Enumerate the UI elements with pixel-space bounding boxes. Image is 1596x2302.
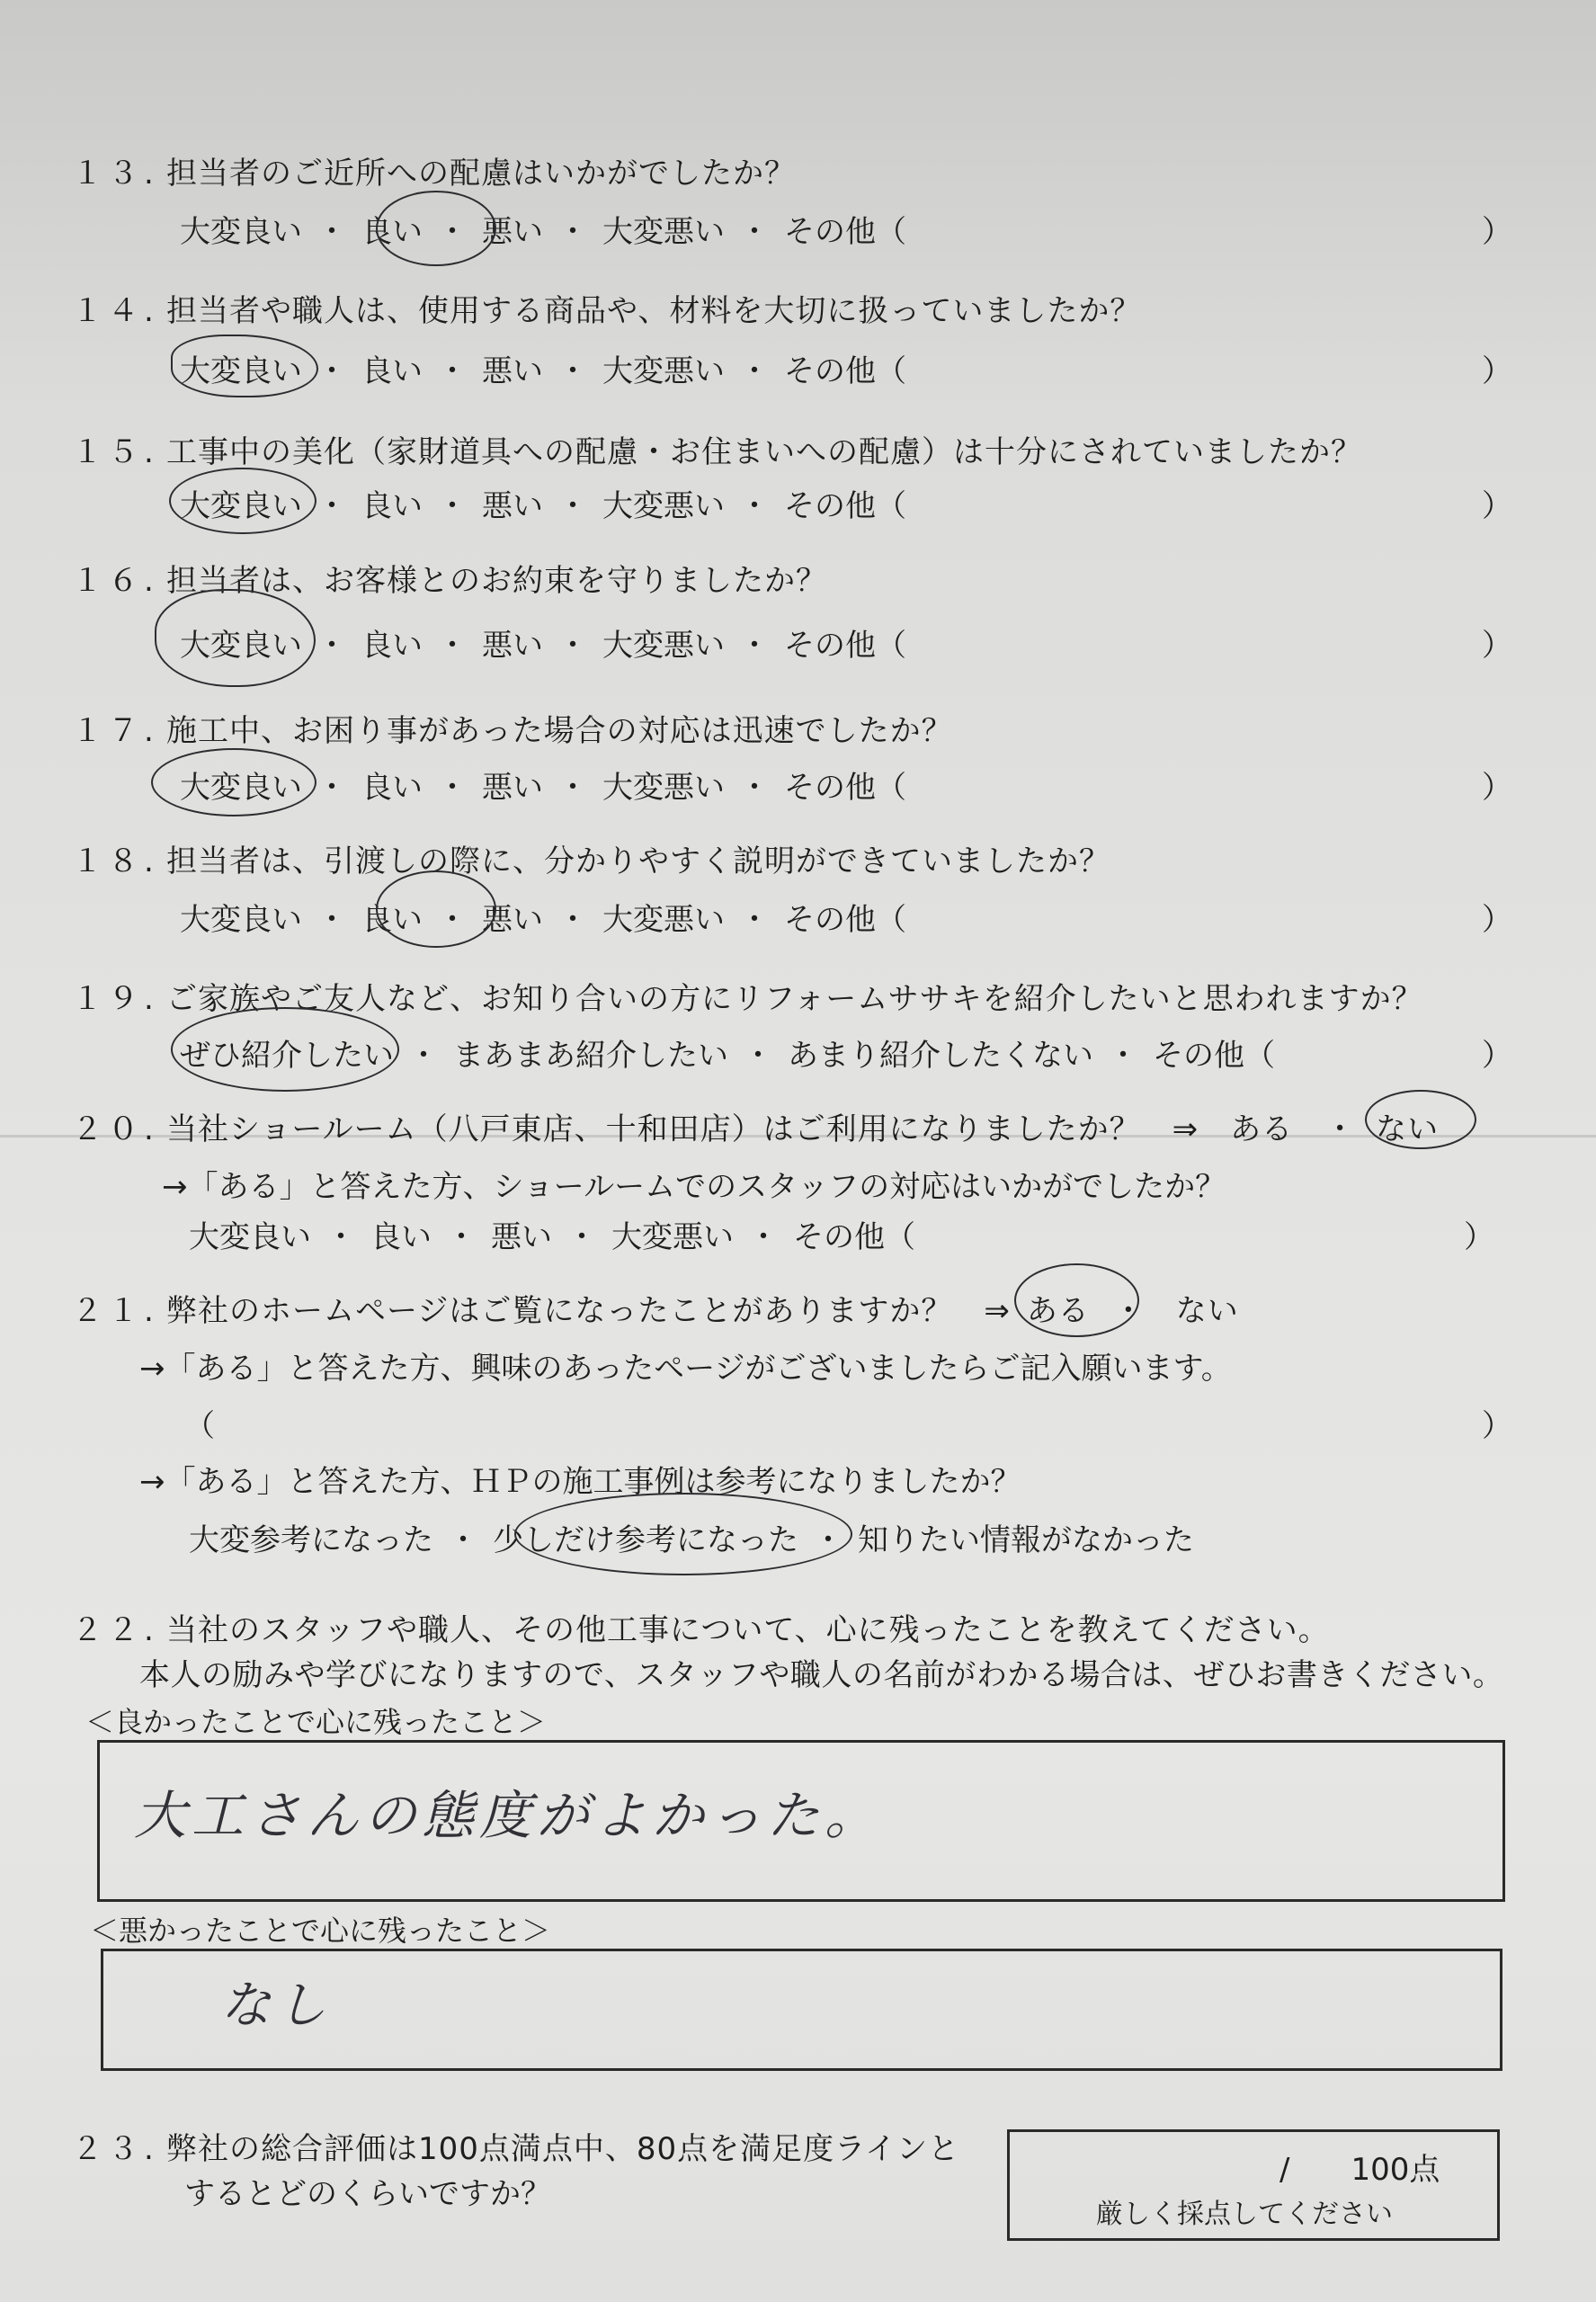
bad-answer-handwriting: なし [220, 1976, 332, 2035]
question-number: １６. [72, 563, 159, 599]
question-20 [72, 1104, 1439, 1148]
options-19: ぜひ紹介したい ・ まあまあ紹介したい ・ あまり紹介したくない ・ その他（ [180, 1031, 1275, 1075]
options-20: 大変良い ・ 良い ・ 悪い ・ 大変悪い ・ その他（ [189, 1212, 915, 1256]
question-text: 弊社のホームページはご覧になったことがありますか？ ⇒ [166, 1293, 1011, 1329]
close-paren: ） [1464, 1219, 1494, 1255]
option-very-bad: 大変悪い [602, 628, 725, 664]
question-number: ２０. [72, 1111, 159, 1147]
question-number: ２１. [72, 1293, 159, 1329]
options-18: 大変良い ・ 良い ・ 悪い ・ 大変悪い ・ その他（ [180, 895, 906, 939]
question-text: 弊社の総合評価は100点満点中、80点を満足度ラインと [166, 2131, 960, 2167]
question-text: ご家族やご友人など、お知り合いの方にリフォームササキを紹介したいと思われますか？ [166, 981, 1423, 1017]
option-good: 良い [361, 628, 423, 664]
options-13: 大変良い ・ 良い ・ 悪い ・ 大変悪い ・ その他（ [180, 207, 906, 251]
good-answer-box [97, 1740, 1505, 1902]
question-number: ２２. [72, 1612, 159, 1648]
option-very-bad: 大変悪い [602, 353, 725, 389]
option-bad: 悪い [482, 488, 543, 524]
q21-followup-2: →「ある」と答えた方、ＨＰの施工事例は参考になりましたか？ [139, 1464, 1021, 1500]
option-good: 良い [361, 770, 423, 806]
option-other: その他（ [1153, 1038, 1275, 1074]
question-text: 施工中、お困り事があった場合の対応は迅速でしたか？ [166, 713, 953, 749]
close-paren: ） [1482, 353, 1512, 389]
option-good: 良い [370, 1219, 432, 1255]
option-other: その他（ [793, 1219, 915, 1255]
option-other: その他（ [784, 488, 906, 524]
question-text: 担当者は、引渡しの際に、分かりやすく説明ができていましたか？ [166, 843, 1110, 879]
question-text: 担当者は、お客様とのお約束を守りましたか？ [166, 563, 827, 599]
options-16: 大変良い ・ 良い ・ 悪い ・ 大変悪い ・ その他（ [180, 620, 906, 665]
option-very-good: 大変良い [180, 628, 302, 664]
question-number: １７. [72, 713, 159, 749]
option-very-good: 大変良い [189, 1219, 311, 1255]
option-bad: 悪い [482, 214, 543, 250]
options-15: 大変良い ・ 良い ・ 悪い ・ 大変悪い ・ その他（ [180, 481, 906, 525]
question-13 [72, 148, 796, 192]
option-very-good: 大変良い [180, 902, 302, 938]
option-other: その他（ [784, 902, 906, 938]
option-other: その他（ [784, 214, 906, 250]
close-paren: ） [1482, 628, 1512, 664]
question-text: 当社のスタッフや職人、その他工事について、心に残ったことを教えてください。 [166, 1612, 1330, 1648]
option-very-bad: 大変悪い [602, 214, 725, 250]
close-paren: ） [1482, 488, 1512, 524]
good-answer-handwriting: 大工さんの態度がよかった。 [134, 1785, 883, 1846]
bad-label: ＜悪かったことで心に残ったこと＞ [90, 1914, 551, 1948]
option-bad: 悪い [482, 628, 543, 664]
option-very-helpful: 大変参考になった [189, 1522, 433, 1558]
options-14: 大変良い ・ 良い ・ 悪い ・ 大変悪い ・ その他（ [180, 346, 906, 390]
score-box [1007, 2129, 1500, 2241]
option-bad: 悪い [491, 1219, 552, 1255]
option-somewhat: まあまあ紹介したい [453, 1038, 728, 1074]
question-number: １５. [72, 434, 159, 470]
score-label: / 100点 [1279, 2152, 1440, 2188]
good-label: ＜良かったことで心に残ったこと＞ [85, 1705, 547, 1739]
option-other: その他（ [784, 353, 906, 389]
option-good: 良い [361, 353, 423, 389]
question-22 [72, 1605, 1330, 1649]
question-23-line2: するとどのくらいですか？ [184, 2176, 551, 2212]
question-text: 担当者のご近所への配慮はいかがでしたか？ [166, 156, 796, 192]
question-21 [72, 1286, 1239, 1330]
question-text: 工事中の美化（家財道具への配慮・お住まいへの配慮）は十分にされていましたか？ [166, 434, 1362, 470]
option-good: 良い [361, 902, 423, 938]
option-very-bad: 大変悪い [602, 488, 725, 524]
answer-no: ない [1376, 1111, 1440, 1147]
option-good: 良い [361, 214, 423, 250]
close-paren: ） [1482, 1038, 1512, 1074]
question-text: 当社ショールーム（八戸東店、十和田店）はご利用になりましたか？ ⇒ ある ・ [166, 1111, 1357, 1147]
question-23 [72, 2124, 959, 2168]
answer-rest: ・ ない [1112, 1293, 1239, 1329]
question-14 [72, 286, 1141, 330]
question-19 [72, 974, 1423, 1018]
option-very-good: 大変良い [180, 770, 302, 806]
question-22-note: 本人の励みや学びになりますので、スタッフや職人の名前がわかる場合は、ぜひお書きください。 [139, 1657, 1504, 1693]
question-number: ２３. [72, 2131, 159, 2167]
option-very-good: 大変良い [180, 214, 302, 250]
question-number: １９. [72, 981, 159, 1017]
close-paren: ） [1482, 902, 1512, 938]
question-15 [72, 427, 1362, 471]
option-bad: 悪い [482, 770, 543, 806]
option-not-really: あまり紹介したくない [788, 1038, 1093, 1074]
option-very-bad: 大変悪い [602, 902, 725, 938]
option-very-good: 大変良い [180, 488, 302, 524]
option-good: 良い [361, 488, 423, 524]
option-bad: 悪い [482, 902, 543, 938]
option-very-good: 大変良い [180, 353, 302, 389]
question-text: 担当者や職人は、使用する商品や、材料を大切に扱っていましたか？ [166, 293, 1142, 329]
score-note: 厳しく採点してください [1096, 2199, 1393, 2230]
option-very-bad: 大変悪い [602, 770, 725, 806]
question-17 [72, 706, 953, 750]
options-17: 大変良い ・ 良い ・ 悪い ・ 大変悪い ・ その他（ [180, 763, 906, 807]
option-other: その他（ [784, 628, 906, 664]
close-paren: ） [1482, 1408, 1512, 1444]
option-very-bad: 大変悪い [611, 1219, 734, 1255]
option-other: その他（ [784, 770, 906, 806]
option-bad: 悪い [482, 353, 543, 389]
question-number: １３. [72, 156, 159, 192]
option-definitely: ぜひ紹介したい [180, 1038, 394, 1074]
q21-followup-1: →「ある」と答えた方、興味のあったページがございましたらご記入願います。 [139, 1351, 1232, 1387]
open-paren: （ [184, 1408, 215, 1444]
question-18 [72, 836, 1110, 880]
answer-yes: ある [1026, 1293, 1090, 1329]
option-no-info: 知りたい情報がなかった [858, 1522, 1194, 1558]
question-number: １４. [72, 293, 159, 329]
bad-answer-box [101, 1949, 1502, 2071]
option-slightly-helpful: 少しだけ参考になった [493, 1522, 798, 1558]
options-21: 大変参考になった ・ 少しだけ参考になった ・ 知りたい情報がなかった [189, 1515, 1194, 1559]
close-paren: ） [1482, 214, 1512, 250]
question-16 [72, 556, 827, 600]
close-paren: ） [1482, 770, 1512, 806]
question-number: １８. [72, 843, 159, 879]
q20-followup: →「ある」と答えた方、ショールームでのスタッフの対応はいかがでしたか？ [162, 1169, 1226, 1205]
